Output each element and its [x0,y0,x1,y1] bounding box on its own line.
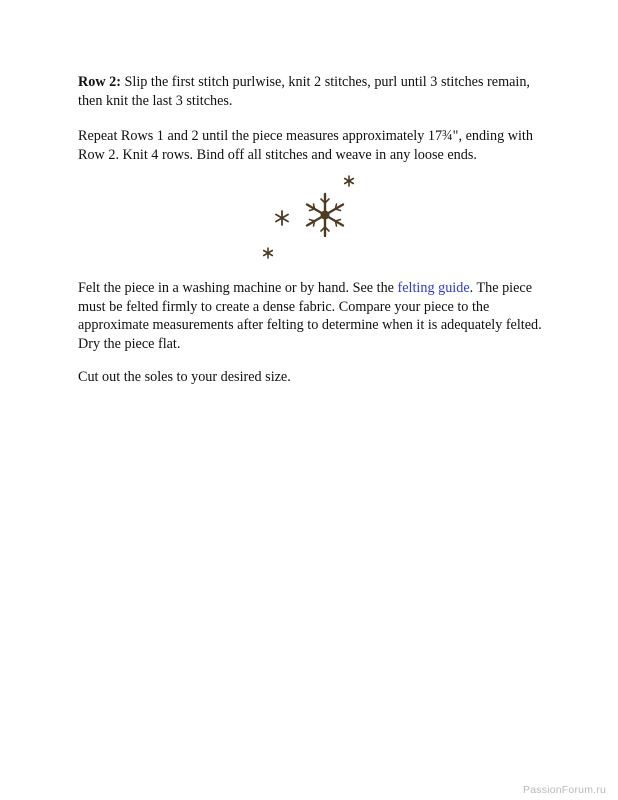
snowflake-ornament-icon [258,172,358,262]
cut-soles-text: Cut out the soles to your desired size. [78,369,291,385]
row-2-text: Slip the first stitch purlwise, knit 2 stitches, purl until 3 stitches remain, then knit the last 3 stitches. [78,74,530,109]
repeat-instruction [78,127,548,164]
watermark: PassionForum.ru [523,784,606,796]
felting-text-before: Felt the piece in a washing machine or by hand. See the [78,280,398,296]
repeat-text: Repeat Rows 1 and 2 until the piece measures approximately 17¾", ending with Row 2. Knit 4 rows. Bind off all stitches and weave in any loose ends. [78,128,533,163]
felting-text-after: . The piece must be felted firmly to create a dense fabric. Compare your piece to the approximate measurements after felting to determine when it is adequately felted. Dry the piece flat. [78,280,542,352]
felting-instruction [78,279,548,353]
felting-guide-link[interactable]: felting guide [397,280,470,296]
row-2-instruction [78,73,548,110]
row-2-label: Row 2: [78,74,121,90]
cut-soles-instruction [78,368,548,387]
